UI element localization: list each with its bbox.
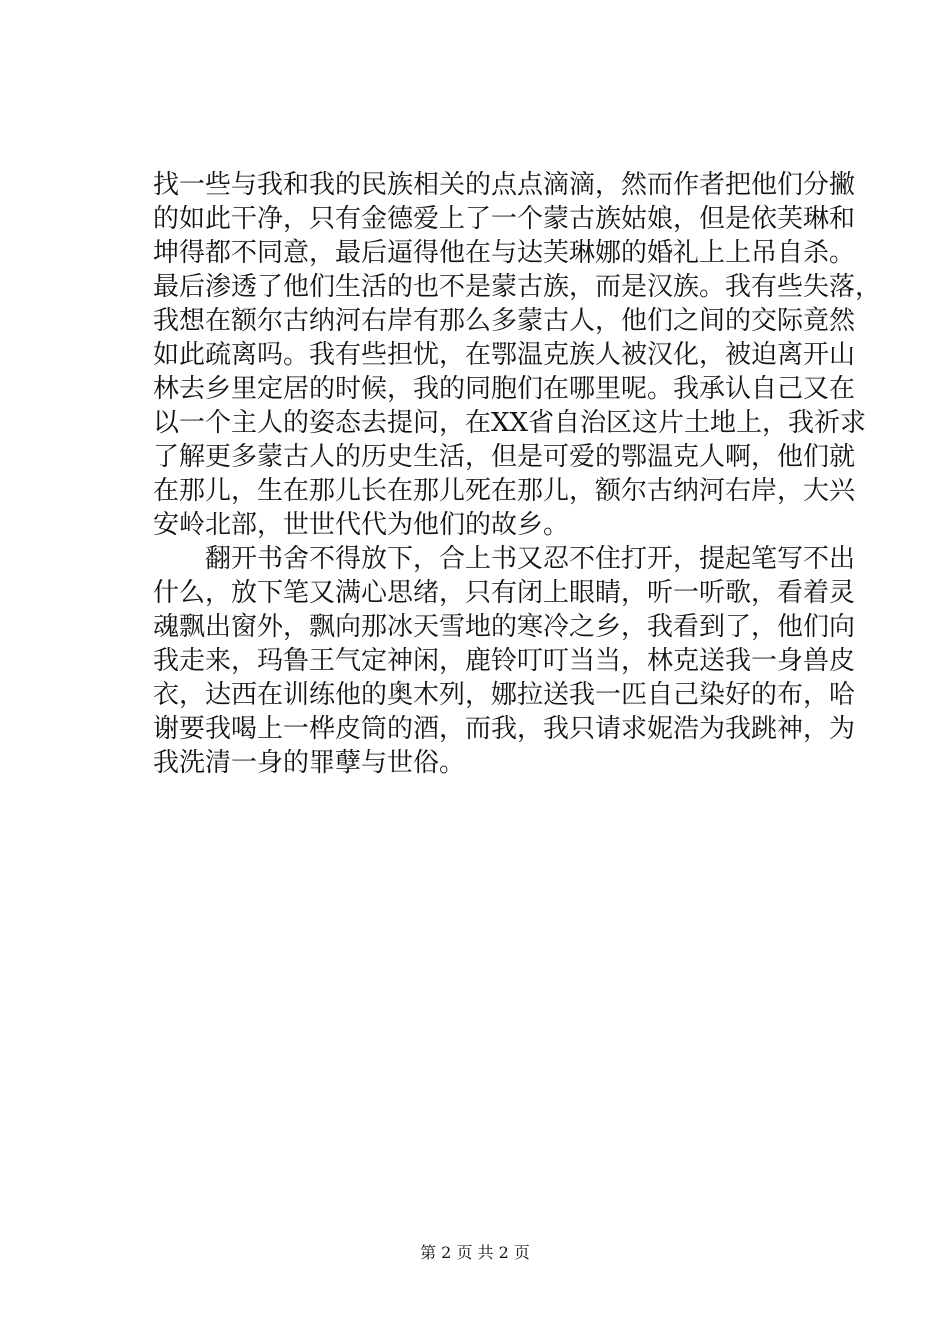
text-line: 我走来，玛鲁王气定神闲，鹿铃叮叮当当，林克送我一身兽皮 <box>153 646 856 676</box>
text-line: 我想在额尔古纳河右岸有那么多蒙古人，他们之间的交际竟然 <box>153 306 856 336</box>
body-text <box>153 168 882 780</box>
text-line: 如此疏离吗。我有些担忧，在鄂温克族人被汉化，被迫离开山 <box>153 340 856 370</box>
text-line: 以一个主人的姿态去提问，在XX省自治区这片土地上，我祈求 <box>153 408 867 438</box>
text-line: 翻开书舍不得放下，合上书又忍不住打开，提起笔写不出 <box>153 544 856 574</box>
paragraph-2 <box>153 542 856 780</box>
paragraph-1 <box>153 168 882 542</box>
page-number-footer: 第 2 页 共 2 页 <box>420 1243 530 1262</box>
text-line: 找一些与我和我的民族相关的点点滴滴，然而作者把他们分撇 <box>153 170 856 200</box>
text-line: 衣，达西在训练他的奥木列，娜拉送我一匹自己染好的布，哈 <box>153 680 856 710</box>
text-line: 魂飘出窗外，飘向那冰天雪地的寒冷之乡，我看到了，他们向 <box>153 612 856 642</box>
text-line: 什么，放下笔又满心思绪，只有闭上眼睛，听一听歌，看着灵 <box>153 578 856 608</box>
text-line: 林去乡里定居的时候，我的同胞们在哪里呢。我承认自己又在 <box>153 374 856 404</box>
text-line: 的如此干净，只有金德爱上了一个蒙古族姑娘，但是依芙琳和 <box>153 204 856 234</box>
text-line: 我洗清一身的罪孽与世俗。 <box>153 748 466 778</box>
text-line: 安岭北部，世世代代为他们的故乡。 <box>153 510 570 540</box>
text-line: 谢要我喝上一桦皮筒的酒，而我，我只请求妮浩为我跳神，为 <box>153 714 856 744</box>
text-line: 最后渗透了他们生活的也不是蒙古族，而是汉族。我有些失落， <box>153 272 882 302</box>
text-line: 了解更多蒙古人的历史生活，但是可爱的鄂温克人啊，他们就 <box>153 442 856 472</box>
text-line: 在那儿，生在那儿长在那儿死在那儿，额尔古纳河右岸，大兴 <box>153 476 856 506</box>
text-line: 坤得都不同意，最后逼得他在与达芙琳娜的婚礼上上吊自杀。 <box>153 238 856 268</box>
